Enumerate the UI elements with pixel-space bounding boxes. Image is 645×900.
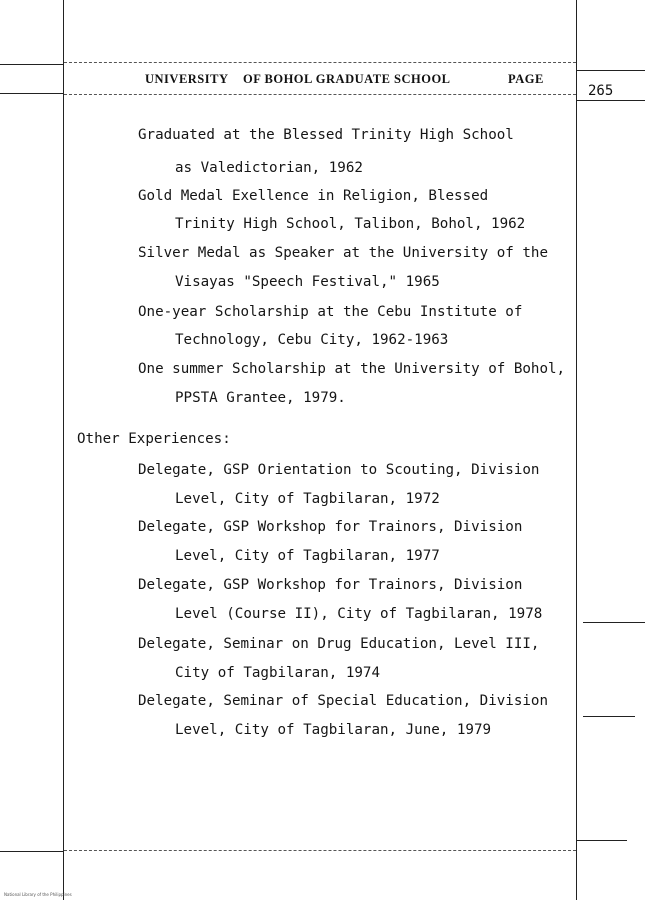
experience-5-line1: Delegate, Seminar of Special Education, Division [138,693,548,709]
header-bottom-rule-right [577,100,645,101]
experience-4-line1: Delegate, Seminar on Drug Education, Level III, [138,636,540,652]
bottom-rule [64,850,576,851]
experience-1-line2: Level, City of Tagbilaran, 1972 [175,491,440,507]
award-5-line1: One summer Scholarship at the University of Bohol, [138,361,566,377]
award-4-line2: Technology, Cebu City, 1962-1963 [175,332,449,348]
header-school-name: OF BOHOL GRADUATE SCHOOL [243,72,451,86]
experience-2-line1: Delegate, GSP Workshop for Trainors, Division [138,519,523,535]
award-2-line2: Trinity High School, Talibon, Bohol, 1962 [175,216,526,232]
experience-5-line2: Level, City of Tagbilaran, June, 1979 [175,722,492,738]
header-page-label: PAGE [508,72,544,86]
award-2-line1: Gold Medal Exellence in Religion, Blessed [138,188,489,204]
experience-3-line2: Level (Course II), City of Tagbilaran, 1978 [175,606,543,622]
right-side-mark-2 [583,716,635,717]
bottom-rule-left [0,851,63,852]
experience-3-line1: Delegate, GSP Workshop for Trainors, Division [138,577,523,593]
footer-library-note: National Library of the Philippines [4,892,72,897]
award-3-line2: Visayas "Speech Festival," 1965 [175,274,440,290]
header-top-rule [64,62,576,63]
right-side-mark-1 [583,622,645,623]
header-top-rule-right [577,70,645,71]
right-margin-rule [576,0,577,900]
award-3-line1: Silver Medal as Speaker at the University of the [138,245,548,261]
award-1-line2: as Valedictorian, 1962 [175,160,363,176]
bottom-rule-right [577,840,627,841]
award-4-line1: One-year Scholarship at the Cebu Institute of [138,304,523,320]
header-top-rule-left [0,64,63,65]
experience-4-line2: City of Tagbilaran, 1974 [175,665,380,681]
experience-1-line1: Delegate, GSP Orientation to Scouting, Division [138,462,540,478]
header-bottom-rule [64,94,576,95]
page-number: 265 [588,83,614,99]
award-5-line2: PPSTA Grantee, 1979. [175,390,346,406]
other-experiences-heading: Other Experiences: [77,431,231,447]
left-margin-rule [63,0,64,900]
header-bottom-rule-left [0,93,63,94]
experience-2-line2: Level, City of Tagbilaran, 1977 [175,548,440,564]
award-1-line1: Graduated at the Blessed Trinity High School [138,127,514,143]
header-university: UNIVERSITY [145,72,229,86]
